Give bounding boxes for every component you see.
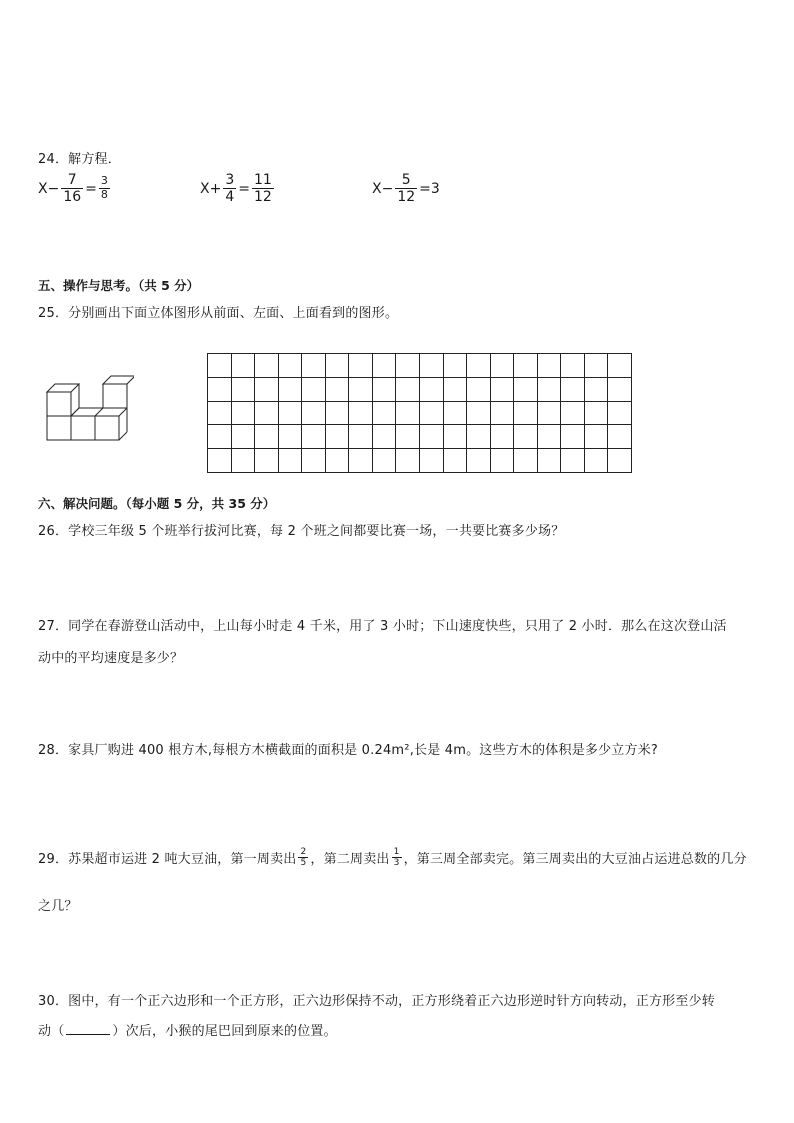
grid-cell [373, 354, 397, 378]
grid-cell [232, 449, 256, 473]
q29-frac1-numerator: 2 [300, 847, 307, 857]
grid-cell [585, 354, 609, 378]
grid-cell [349, 425, 373, 449]
eq1-rhs-numerator: 3 [100, 174, 108, 188]
grid-cell [255, 378, 279, 402]
q29-line-1 [38, 847, 747, 869]
eq2-lhs: X+ [200, 180, 222, 197]
eq2-fraction [223, 172, 236, 205]
eq1-lhs: X− [38, 180, 60, 197]
section-5-title: 五、操作与思考。（共 5 分） [38, 278, 200, 293]
eq2-numerator: 3 [225, 172, 235, 188]
equation-1 [38, 172, 112, 205]
grid-cell [467, 449, 491, 473]
eq2-rhs-numerator: 11 [253, 172, 272, 188]
q29-part-1: 29．苏果超市运进 2 吨大豆油，第一周卖出 [38, 852, 297, 868]
grid-cell [232, 402, 256, 426]
grid-cell [396, 378, 420, 402]
grid-cell [538, 354, 562, 378]
grid-cell [420, 402, 444, 426]
eq3-equals: = [419, 180, 431, 197]
eq1-rhs-denominator: 8 [100, 188, 108, 202]
grid-cell [255, 354, 279, 378]
q24-label: 24．解方程． [38, 152, 121, 167]
grid-cell [255, 449, 279, 473]
q30-line-1: 30．图中，有一个正六边形和一个正方形，正六边形保持不动，正方形绕着正六边形逆时针方向转动，正方形至少转 [38, 994, 715, 1009]
grid-cell [373, 402, 397, 426]
q29-frac1-denominator: 5 [300, 858, 307, 869]
grid-cell [302, 378, 326, 402]
grid-cell [208, 354, 232, 378]
grid-cell [561, 378, 585, 402]
grid-cell [420, 449, 444, 473]
q29-part-2: ，第二周卖出 [310, 852, 390, 868]
grid-cell [302, 402, 326, 426]
cube-right-top [103, 384, 127, 408]
grid-cell [608, 354, 632, 378]
eq1-rhs-fraction [99, 175, 110, 201]
grid-cell [420, 425, 444, 449]
grid-cell [491, 402, 515, 426]
eq2-denominator: 4 [225, 189, 235, 206]
grid-cell [326, 425, 350, 449]
grid-cell [608, 402, 632, 426]
grid-cell [561, 425, 585, 449]
answer-blank[interactable] [66, 1022, 110, 1035]
grid-cell [396, 449, 420, 473]
cube-left-top [47, 392, 71, 416]
grid-cell [396, 425, 420, 449]
grid-cell [420, 354, 444, 378]
q29-part-3: ，第三周全部卖完。第三周卖出的大豆油占运进总数的几分 [403, 852, 747, 868]
grid-cell [467, 425, 491, 449]
grid-cell [373, 449, 397, 473]
q29-line-2: 之几？ [38, 899, 78, 914]
q30-text-a: 动（ [38, 1024, 65, 1039]
grid-cell [585, 425, 609, 449]
grid-cell [208, 425, 232, 449]
grid-cell [208, 378, 232, 402]
section-6-title: 六、解决问题。（每小题 5 分，共 35 分） [38, 496, 276, 511]
q30-text-b: ）次后，小猴的尾巴回到原来的位置。 [112, 1024, 337, 1039]
grid-cell [232, 425, 256, 449]
cube-front-3 [95, 416, 119, 440]
grid-cell [255, 402, 279, 426]
grid-cell [349, 402, 373, 426]
grid-cell [514, 354, 538, 378]
q25-text: 25．分别画出下面立体图形从前面、左面、上面看到的图形。 [38, 306, 399, 321]
grid-cell [302, 425, 326, 449]
q27-line-1: 27．同学在春游登山活动中，上山每小时走 4 千米，用了 3 小时；下山速度快些，只用了 2 小时．那么在这次登山活 [38, 619, 727, 634]
grid-cell [279, 378, 303, 402]
grid-cell [279, 425, 303, 449]
grid-cell [467, 354, 491, 378]
grid-cell [514, 378, 538, 402]
grid-cell [467, 402, 491, 426]
eq3-rhs: 3 [430, 180, 440, 197]
eq1-numerator: 7 [67, 172, 77, 188]
grid-cell [585, 378, 609, 402]
q29-fraction-1 [298, 847, 308, 869]
equation-3 [372, 172, 440, 205]
grid-cell [608, 378, 632, 402]
q29-frac2-denominator: 3 [393, 858, 400, 869]
eq3-denominator: 12 [397, 189, 416, 206]
grid-cell [396, 354, 420, 378]
eq2-equals: = [238, 180, 250, 197]
grid-cell [326, 354, 350, 378]
grid-cell [208, 449, 232, 473]
grid-cell [467, 378, 491, 402]
grid-cell [514, 425, 538, 449]
grid-cell [444, 402, 468, 426]
grid-cell [255, 425, 279, 449]
eq1-denominator: 16 [63, 189, 82, 206]
grid-cell [538, 378, 562, 402]
drawing-grid [207, 353, 632, 473]
grid-cell [538, 402, 562, 426]
grid-cell [491, 378, 515, 402]
eq2-rhs-denominator: 12 [253, 189, 272, 206]
grid-cell [608, 449, 632, 473]
grid-cell [326, 402, 350, 426]
grid-cell [349, 449, 373, 473]
grid-cell [491, 425, 515, 449]
grid-cell [373, 378, 397, 402]
grid-cell [373, 425, 397, 449]
grid-cell [326, 378, 350, 402]
grid-cell [349, 378, 373, 402]
grid-cell [538, 449, 562, 473]
grid-cell [491, 449, 515, 473]
grid-cell [279, 402, 303, 426]
cube-front-2 [71, 416, 95, 440]
grid-cell [585, 449, 609, 473]
grid-cell [514, 449, 538, 473]
eq3-numerator: 5 [401, 172, 411, 188]
grid-cell [349, 354, 373, 378]
eq3-lhs: X− [372, 180, 394, 197]
q29-fraction-2 [392, 847, 402, 869]
grid-cell [279, 449, 303, 473]
grid-cell [302, 354, 326, 378]
grid-cell [561, 402, 585, 426]
grid-cell [561, 449, 585, 473]
grid-cell [326, 449, 350, 473]
grid-cell [444, 449, 468, 473]
grid-cell [208, 402, 232, 426]
grid-cell [444, 354, 468, 378]
grid-cell [232, 354, 256, 378]
eq1-equals: = [85, 180, 97, 197]
eq3-fraction [395, 172, 417, 205]
grid-cell [491, 354, 515, 378]
eq2-rhs-fraction [252, 172, 274, 205]
q30-line-2 [38, 1020, 337, 1039]
grid-cell [444, 425, 468, 449]
grid-cell [232, 378, 256, 402]
grid-cell [279, 354, 303, 378]
cube-front-1 [47, 416, 71, 440]
q29-frac2-numerator: 1 [393, 847, 400, 857]
grid-cell [538, 425, 562, 449]
grid-cell [585, 402, 609, 426]
grid-cell [302, 449, 326, 473]
grid-cell [444, 378, 468, 402]
q26-text: 26．学校三年级 5 个班举行拔河比赛，每 2 个班之间都要比赛一场，一共要比赛多少场？ [38, 524, 565, 539]
grid-cell [420, 378, 444, 402]
eq1-fraction [61, 172, 83, 205]
equation-2 [200, 172, 276, 205]
grid-cell [561, 354, 585, 378]
grid-cell [396, 402, 420, 426]
cube-figure [44, 374, 134, 442]
q27-line-2: 动中的平均速度是多少？ [38, 651, 184, 666]
grid-cell [514, 402, 538, 426]
grid-cell [608, 425, 632, 449]
q28-text: 28．家具厂购进 400 根方木,每根方木横截面的面积是 0.24m²,长是 4m。这些方木的体积是多少立方米? [38, 743, 659, 758]
